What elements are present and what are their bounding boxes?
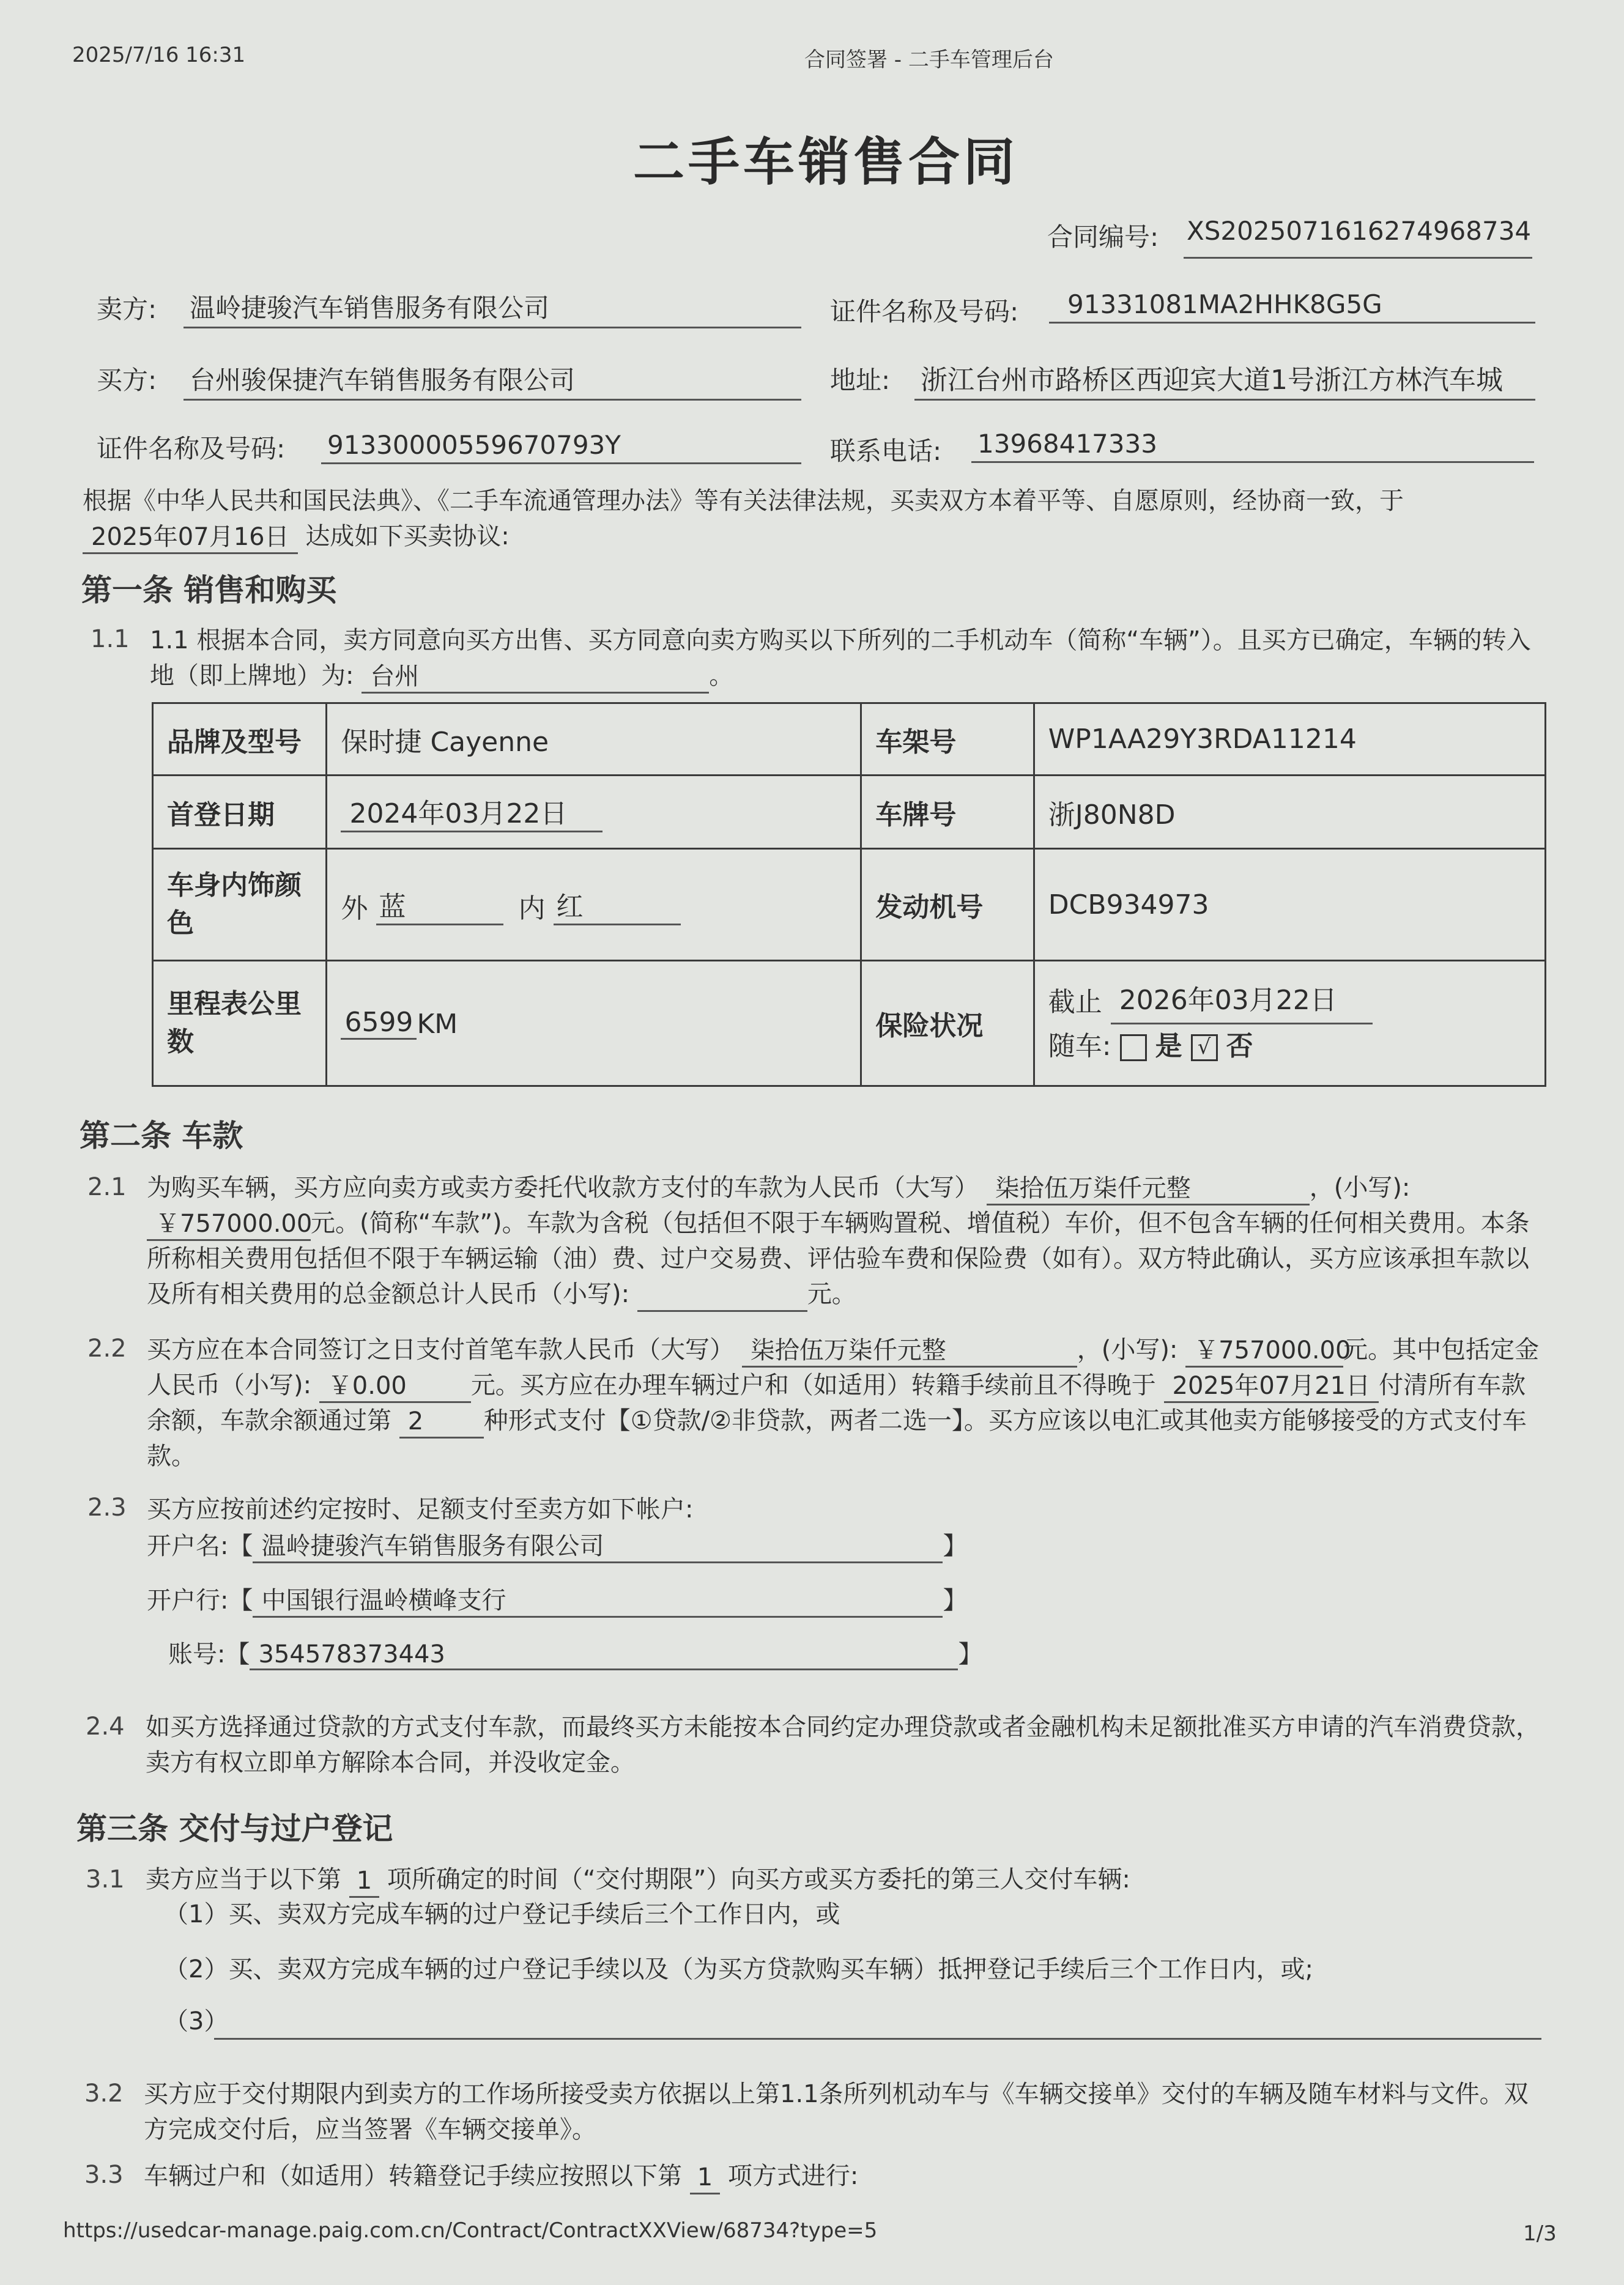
- buyer-id-underline: [321, 462, 801, 464]
- clause-1-1: [150, 623, 1538, 694]
- contract-title: 二手车销售合同: [633, 132, 1019, 192]
- table-row: [153, 849, 1546, 961]
- account-bank: 中国银行温岭横峰支行: [253, 1581, 943, 1618]
- payment-form: 2: [399, 1406, 484, 1439]
- delivery-option-2: （2）买、卖双方完成车辆的过户登记手续以及（为买方贷款购买车辆）抵押登记手续后三个工作日内，或;: [164, 1955, 1313, 1983]
- mileage-cell: [327, 961, 861, 1086]
- clause-2-2-d: 元。买方应在办理车辆过户和（如适用）转籍手续前且不得晚于: [470, 1371, 1156, 1399]
- buyer-phone: 13968417333: [977, 429, 1157, 459]
- clause-1-1-text: 1.1 根据本合同，卖方同意向买方出售、买方同意向卖方购买以下所列的二手机动车（简称“车辆”）。且买方已确定，车辆的转入地（即上牌地）为:: [150, 626, 1531, 690]
- print-datetime: 2025/7/16 16:31: [72, 43, 246, 67]
- delivery-item: 1: [349, 1865, 379, 1898]
- insurance-yes-label: 是: [1155, 1030, 1182, 1062]
- clause-2-2: [147, 1332, 1541, 1474]
- interior-color: 红: [554, 884, 681, 925]
- mileage-unit: KM: [417, 1009, 458, 1040]
- deposit-amount: ￥0.00: [319, 1371, 471, 1403]
- delivery-option-1: （1）买、卖双方完成车辆的过户登记手续后三个工作日内，或: [164, 1900, 840, 1928]
- clause-1-1-number: 1.1: [91, 625, 130, 653]
- insurance-cell: [1034, 961, 1545, 1086]
- account-bank-row: [147, 1581, 967, 1618]
- first-reg-cell: [327, 776, 861, 849]
- clause-2-1-a: 为购买车辆，买方应向卖方或卖方委托代收款方支付的车款为人民币（大写）: [147, 1174, 979, 1202]
- account-no-label: 账号:【: [168, 1640, 250, 1668]
- clause-3-3: [144, 2158, 858, 2194]
- address-underline: [914, 399, 1535, 401]
- insurance-until: 2026年03月22日: [1111, 979, 1373, 1024]
- clause-3-3-b: 项方式进行:: [727, 2162, 859, 2190]
- article-3-title: 第三条 交付与过户登记: [76, 1811, 393, 1846]
- bracket-close: 】: [943, 1532, 968, 1560]
- balance-due-date: 2025年07月21日: [1164, 1371, 1379, 1403]
- clause-3-2-number: 3.2: [84, 2079, 124, 2108]
- clause-2-1-c: 元。(简称“车款”)。车款为含税（包括但不限于车辆购置税、增值税）车价，但不包含车辆的任何相关费用。本条所称相关费用包括但不限于车辆运输（油）费、过户交易费、评估验车费和保险费（如有）。双方特此确认，买方应该承担车款以及所有相关费用的总金额总计人民币（小写):: [147, 1209, 1530, 1308]
- insurance-yes-checkbox[interactable]: [1120, 1034, 1147, 1061]
- article-2-title: 第二条 车款: [80, 1118, 243, 1154]
- account-name: 温岭捷骏汽车销售服务有限公司: [253, 1527, 943, 1563]
- vin-value: WP1AA29Y3RDA11214: [1034, 703, 1545, 776]
- article-1-title: 第一条 销售和购买: [81, 572, 337, 608]
- table-row: [153, 961, 1546, 1086]
- seller-id-underline: [1049, 322, 1535, 324]
- mileage-label: 里程表公里数: [153, 961, 327, 1086]
- clause-2-4-text: 如买方选择通过贷款的方式支付车款，而最终买方未能按本合同约定办理贷款或者金融机构未足额批准买方申请的汽车消费贷款，卖方有权立即单方解除本合同，并没收定金。: [146, 1713, 1540, 1777]
- seller-name: 温岭捷骏汽车销售服务有限公司: [190, 293, 550, 323]
- print-page-number: 1/3: [1523, 2221, 1557, 2246]
- price-in-figures: ￥757000.00: [147, 1209, 311, 1241]
- first-reg-label: 首登日期: [153, 776, 327, 849]
- clause-1-1-tail: 。: [709, 662, 734, 690]
- account-bank-label: 开户行:【: [147, 1587, 253, 1615]
- address-label: 地址:: [830, 365, 891, 395]
- brand-value: 保时捷 Cayenne: [327, 703, 861, 776]
- intro-paragraph: [83, 483, 1544, 554]
- seller-name-underline: [184, 327, 801, 328]
- phone-label: 联系电话:: [830, 436, 942, 466]
- seller-id: 91331081MA2HHK8G5G: [1067, 289, 1382, 319]
- clause-2-3-text: 买方应按前述约定按时、足额支付至卖方如下帐户:: [147, 1495, 694, 1524]
- buyer-id: 91330000559670793Y: [327, 430, 621, 460]
- clause-2-1-d: 元。: [807, 1280, 856, 1308]
- buyer-id-label: 证件名称及号码:: [97, 434, 286, 464]
- contract-no: XS2025071616274968734: [1187, 216, 1532, 246]
- registration-place: 台州: [362, 661, 709, 694]
- insurance-label: 保险状况: [861, 961, 1034, 1086]
- clause-2-2-f: 种形式支付【①贷款/②非贷款，两者二选一】。买方应该以电汇或其他卖方能够接受的方式支付车款。: [147, 1407, 1527, 1470]
- buyer-address: 浙江台州市路桥区西迎宾大道1号浙江方林汽车城: [921, 365, 1503, 396]
- clause-2-1: [147, 1170, 1541, 1312]
- intro-text: 根据《中华人民共和国民法典》、《二手车流通管理办法》等有关法律法规，买卖双方本着平等、自愿原则，经协商一致，于: [83, 487, 1404, 515]
- engine-value: DCB934973: [1034, 849, 1545, 961]
- vin-label: 车架号: [861, 703, 1034, 776]
- insurance-no-checkbox[interactable]: √: [1191, 1034, 1218, 1061]
- buyer-name: 台州骏保捷汽车销售服务有限公司: [190, 365, 576, 395]
- delivery-option-3: （3）: [164, 2007, 229, 2035]
- bracket-close: 】: [943, 1587, 968, 1615]
- clause-2-3-number: 2.3: [87, 1494, 127, 1522]
- brand-label: 品牌及型号: [153, 703, 327, 776]
- interior-label: 内: [518, 892, 546, 924]
- table-row: [153, 703, 1546, 776]
- first-reg-value: 2024年03月22日: [341, 791, 603, 832]
- insurance-until-label: 截止: [1048, 986, 1102, 1018]
- clause-2-2-number: 2.2: [87, 1335, 127, 1363]
- account-no: 354578373443: [250, 1640, 958, 1670]
- total-amount-blank: [637, 1310, 807, 1312]
- clause-2-2-a: 买方应在本合同签订之日支付首笔车款人民币（大写）: [147, 1336, 734, 1364]
- insurance-no-label: 否: [1226, 1030, 1253, 1062]
- clause-2-1-number: 2.1: [87, 1173, 127, 1201]
- clause-3-2-text: 买方应于交付期限内到卖方的工作场所接受卖方依据以上第1.1条所列机动车与《车辆交接单》交付的车辆及随车材料与文件。双方完成交付后，应当签署《车辆交接单》。: [144, 2080, 1529, 2144]
- contract-no-label: 合同编号:: [1047, 222, 1159, 252]
- print-page-title: 合同签署 - 二手车管理后台: [804, 48, 1054, 72]
- color-cell: [327, 849, 861, 961]
- buyer-label: 买方:: [97, 365, 157, 395]
- engine-label: 发动机号: [861, 849, 1034, 961]
- clause-3-1-number: 3.1: [86, 1865, 125, 1894]
- print-url: https://usedcar-manage.paig.com.cn/Contract/ContractXXView/68734?type=5: [63, 2218, 878, 2243]
- clause-2-4-number: 2.4: [86, 1713, 125, 1741]
- clause-2-2-b: ，(小写):: [1077, 1336, 1178, 1364]
- vehicle-table: [152, 702, 1546, 1087]
- delivery-option-3-line: [214, 2038, 1541, 2040]
- seller-label: 卖方:: [97, 294, 157, 324]
- bracket-close: 】: [958, 1640, 983, 1668]
- mileage-value: 6599: [341, 1007, 417, 1040]
- clause-3-3-a: 车辆过户和（如适用）转籍登记手续应按照以下第: [144, 2162, 682, 2190]
- intro-tail: 达成如下买卖协议:: [305, 522, 510, 550]
- plate-label: 车牌号: [861, 776, 1034, 849]
- clause-2-2-c: 元。其中包括定金人民币（小写):: [147, 1336, 1540, 1399]
- table-row: [153, 776, 1546, 849]
- exterior-color: 蓝: [376, 884, 503, 925]
- exterior-label: 外: [341, 892, 368, 924]
- clause-2-1-b: ，(小写):: [1309, 1174, 1411, 1202]
- transfer-item: 1: [690, 2162, 720, 2194]
- insurance-with-car-label: 随车:: [1048, 1030, 1111, 1062]
- clause-3-1-a: 卖方应当于以下第: [146, 1865, 341, 1894]
- account-no-row: [168, 1635, 982, 1670]
- phone-underline: [971, 461, 1534, 463]
- account-name-label: 开户名:【: [147, 1532, 253, 1560]
- seller-id-label: 证件名称及号码:: [830, 297, 1019, 327]
- intro-date: 2025年07月16日: [83, 522, 298, 554]
- color-label: 车身内饰颜色: [153, 849, 327, 961]
- price-in-words: 柒拾伍万柒仟元整: [987, 1173, 1310, 1205]
- clause-3-1: [146, 1861, 1130, 1898]
- clause-2-2-e: 付清所有车款余额，车款余额通过第: [147, 1371, 1526, 1435]
- contract-no-underline: [1184, 257, 1532, 259]
- clause-3-3-number: 3.3: [84, 2161, 124, 2189]
- account-name-row: [147, 1527, 967, 1563]
- first-payment-words: 柒拾伍万柒仟元整: [742, 1335, 1077, 1368]
- buyer-name-underline: [184, 399, 801, 401]
- clause-3-1-b: 项所确定的时间（“交付期限”）向买方或买方委托的第三人交付车辆:: [387, 1865, 1130, 1894]
- first-payment-figures: ￥757000.00: [1185, 1335, 1343, 1368]
- plate-value: 浙J80N8D: [1034, 776, 1545, 849]
